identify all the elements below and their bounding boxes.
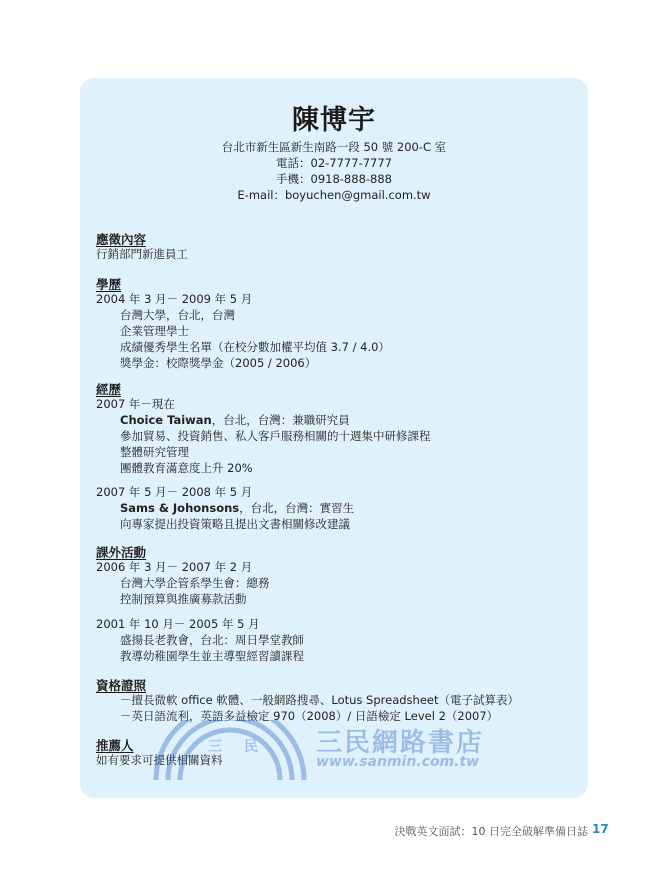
references-heading: 推薦人 [96, 738, 134, 753]
watermark-char-1: 三 [208, 739, 222, 755]
job1-duty-2: 整體研究管理 [120, 445, 189, 459]
experience-heading: 經歷 [96, 382, 122, 397]
education-period: 2004 年 3 月－ 2009 年 5 月 [96, 292, 253, 306]
resume-card [80, 78, 588, 798]
contact-mobile: 手機：0918-888-888 [276, 172, 392, 186]
job2-company: Sams & Johonsons [120, 501, 240, 515]
contact-email: E-mail：boyuchen@gmail.com.tw [237, 188, 431, 202]
activity2-desc: 教導幼稚園學生並主導聖經習讀課程 [120, 649, 304, 663]
job1-role: ，台北，台灣：兼職研究員 [211, 413, 350, 427]
education-heading: 學歷 [96, 277, 122, 292]
activity1-period: 2006 年 3 月－ 2007 年 2 月 [96, 560, 253, 574]
job2-duty-1: 向專家提出投資策略且提出文書相關修改建議 [120, 517, 350, 531]
education-school: 台灣大學，台北，台灣 [120, 308, 235, 322]
job1-title-line [120, 412, 350, 428]
certificates-heading: 資格證照 [96, 678, 147, 693]
contact-phone: 電話：02-7777-7777 [276, 156, 392, 170]
objective-heading: 應徵內容 [96, 232, 147, 247]
references-text: 如有要求可提供相關資料 [96, 753, 223, 767]
job2-title-line [120, 500, 354, 516]
certificate-1: －擅長微軟 office 軟體、一般網路搜尋、Lotus Spreadsheet（電子試算表） [120, 693, 519, 707]
job2-role: ，台北，台灣：實習生 [239, 501, 355, 515]
job1-company: Choice Taiwan [120, 413, 212, 427]
job1-duty-1: 參加貿易、投資銷售、私人客戶服務相關的十週集中研修課程 [120, 429, 431, 443]
watermark-char-2: 民 [244, 739, 258, 755]
job1-duty-3: 團體教育滿意度上升 20% [120, 461, 253, 475]
activity1-desc: 控制預算與推廣募款活動 [120, 592, 247, 606]
watermark-url: www.sanmin.com.tw [316, 754, 480, 770]
activity2-org: 盛揚長老教會，台北：周日學堂教師 [120, 633, 304, 647]
watermark [150, 720, 510, 786]
footer-book-title: 決戰英文面試：10 日完全破解準備日誌 [394, 825, 588, 838]
contact-block [80, 139, 588, 203]
education-scholarship: 獎學金：校際獎學金（2005 / 2006） [120, 356, 317, 370]
education-honor: 成績優秀學生名單（在校分數加權平均值 3.7 / 4.0） [120, 340, 390, 354]
job2-period: 2007 年 5 月－ 2008 年 5 月 [96, 485, 253, 499]
watermark-store-name: 三民網路書店 [316, 728, 485, 758]
objective-text: 行銷部門新進員工 [96, 247, 188, 261]
certificate-2: －英日語流利，英語多益檢定 970（2008）/ 日語檢定 Level 2（2007） [120, 709, 499, 723]
activity2-period: 2001 年 10 月－ 2005 年 5 月 [96, 617, 260, 631]
resume-name: 陳博宇 [292, 105, 376, 136]
activity1-org: 台灣大學企管系學生會：總務 [120, 576, 270, 590]
contact-address: 台北市新生區新生南路一段 50 號 200-C 室 [221, 140, 447, 154]
education-degree: 企業管理學士 [120, 324, 189, 338]
watermark-arcs-icon [150, 720, 310, 786]
job1-period: 2007 年－現在 [96, 397, 175, 411]
page-number: 17 [592, 822, 609, 836]
activities-heading: 課外活動 [96, 545, 147, 560]
